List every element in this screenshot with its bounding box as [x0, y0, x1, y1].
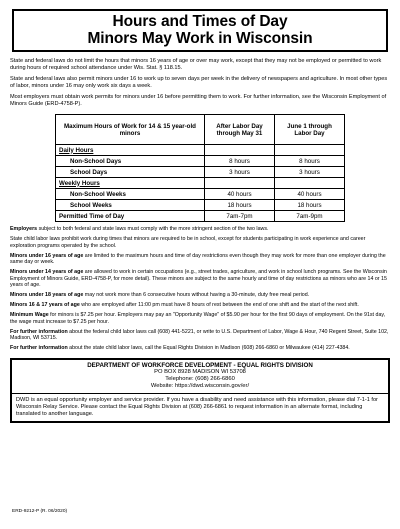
- permitted-time-school-year: 7am-7pm: [205, 211, 275, 222]
- rule-employers: Employers subject to both federal and state laws must comply with the more stringent section of the two laws.: [10, 226, 269, 232]
- row-value-school-year: 18 hours: [205, 200, 275, 211]
- department-name: DEPARTMENT OF WORKFORCE DEVELOPMENT - EQUAL RIGHTS DIVISION: [87, 362, 313, 370]
- row-value-school-year: 40 hours: [205, 189, 275, 200]
- table-row: [56, 200, 345, 211]
- row-value-school-year: 3 hours: [205, 167, 275, 178]
- table-row: [56, 167, 345, 178]
- header-max-hours: Maximum Hours of Work for 14 & 15 year-old minors: [56, 115, 205, 145]
- rule-federal-info: For further information about the federal child labor laws call (608) 441-5221, or write to U.S. Department of Labor, Wage & Hour, 740 Regent Street, Suite 102, Madison, WI 53715.: [10, 328, 389, 342]
- hours-table: [55, 114, 345, 222]
- row-value-summer: 3 hours: [275, 167, 345, 178]
- daily-hours-label: Daily Hours: [56, 145, 205, 156]
- website-link[interactable]: Website: https://dwd.wisconsin.gov/er/: [150, 383, 250, 390]
- title-box: [12, 9, 388, 52]
- rules-section: [10, 226, 390, 352]
- permitted-time-row: [56, 211, 345, 222]
- row-value-summer: 40 hours: [275, 189, 345, 200]
- daily-hours-section-row: [56, 145, 345, 156]
- row-value-summer: 8 hours: [275, 156, 345, 167]
- weekly-hours-section-row: [56, 178, 345, 189]
- permitted-time-summer: 7am-9pm: [275, 211, 345, 222]
- form-id: ERD-9212-P (R. 06/2020): [12, 509, 68, 514]
- rule-school-hours: State child labor laws prohibit work during times that minors are required to be in school, except for students participating in work experience and career exploration programs operated by the school.: [10, 235, 366, 249]
- table-row: [56, 156, 345, 167]
- permitted-time-label: Permitted Time of Day: [56, 211, 205, 222]
- row-label: School Days: [56, 167, 205, 178]
- title-line-2: Minors May Work in Wisconsin: [87, 30, 313, 47]
- intro-paragraph-2: State and federal laws also permit minors under 16 to work up to seven days per week in the delivery of newspapers and agriculture. In most other types of labor, minors under 16 may only work six days a week.: [10, 76, 388, 89]
- contact-box: [10, 358, 390, 423]
- rule-state-info: For further information about the state child labor laws, call the Equal Rights Division in Madison (608) 266-6860 or Milwaukee (414) 227-4384.: [10, 345, 350, 352]
- accessibility-notice: DWD is an equal opportunity employer and service provider. If you have a disability and need assistance with this information, please dial 7-1-1 for Wisconsin Relay Service. Please contact the Equal Rights Division at (608) 266-6861 to request information in an alternate format, including translated to another language.: [16, 397, 378, 417]
- row-label: Non-School Days: [56, 156, 205, 167]
- weekly-hours-label: Weekly Hours: [56, 178, 205, 189]
- row-value-school-year: 8 hours: [205, 156, 275, 167]
- title-line-1: Hours and Times of Day: [112, 13, 288, 30]
- intro-paragraph-3: Most employers must obtain work permits for minors under 16 before permitting them to work. For further information, see the Wisconsin Employment of Minors Guide (ERD-4758-P).: [10, 94, 387, 107]
- table-header-row: [56, 115, 345, 145]
- rule-16-17-rest: Minors 16 & 17 years of age who are employed after 11:00 pm must have 8 hours of rest between the end of one shift and the start of the next shift.: [10, 302, 359, 309]
- header-school-year: After Labor Day through May 31: [205, 115, 275, 145]
- intro-paragraph-1: State and federal laws do not limit the hours that minors 16 years of age or over may work, except that they may not be employed or permitted to work during hours of required school attendance under Wis. Stat. § 118.15.: [10, 58, 382, 71]
- header-summer: June 1 through Labor Day: [275, 115, 345, 145]
- row-value-summer: 18 hours: [275, 200, 345, 211]
- telephone: Telephone: (608) 266-6860: [165, 376, 235, 383]
- rule-minimum-wage: Minimum Wage for minors is $7.25 per hour. Employers may pay an "Opportunity Wage" of $5.90 per hour for the first 90 days of employment. On the 91st day, the wage must increase to $7.25 per hour.: [10, 312, 386, 325]
- row-label: School Weeks: [56, 200, 205, 211]
- contact-header: [12, 360, 388, 394]
- po-box: PO BOX 8928 MADISON WI 53708: [154, 369, 246, 376]
- rule-under-16: Minors under 16 years of age are limited to the maximum hours and time of day restrictions even though they may work for more than one employer during the same day or week.: [10, 252, 386, 266]
- row-label: Non-School Weeks: [56, 189, 205, 200]
- table-row: [56, 189, 345, 200]
- rule-under-14: Minors under 14 years of age are allowed to work in certain occupations (e.g., street trades, agriculture, and work in school lunch programs. See the Wisconsin Employment of Minors Guide, ERD-4758-P, for more detail). These minors are subject to the same hourly and time of day restrictions as minors who are 14 or 15 years of age.: [10, 269, 387, 289]
- rule-under-18-meal: Minors under 18 years of age may not work more than 6 consecutive hours without having a 30-minute, duty free meal period.: [10, 292, 310, 299]
